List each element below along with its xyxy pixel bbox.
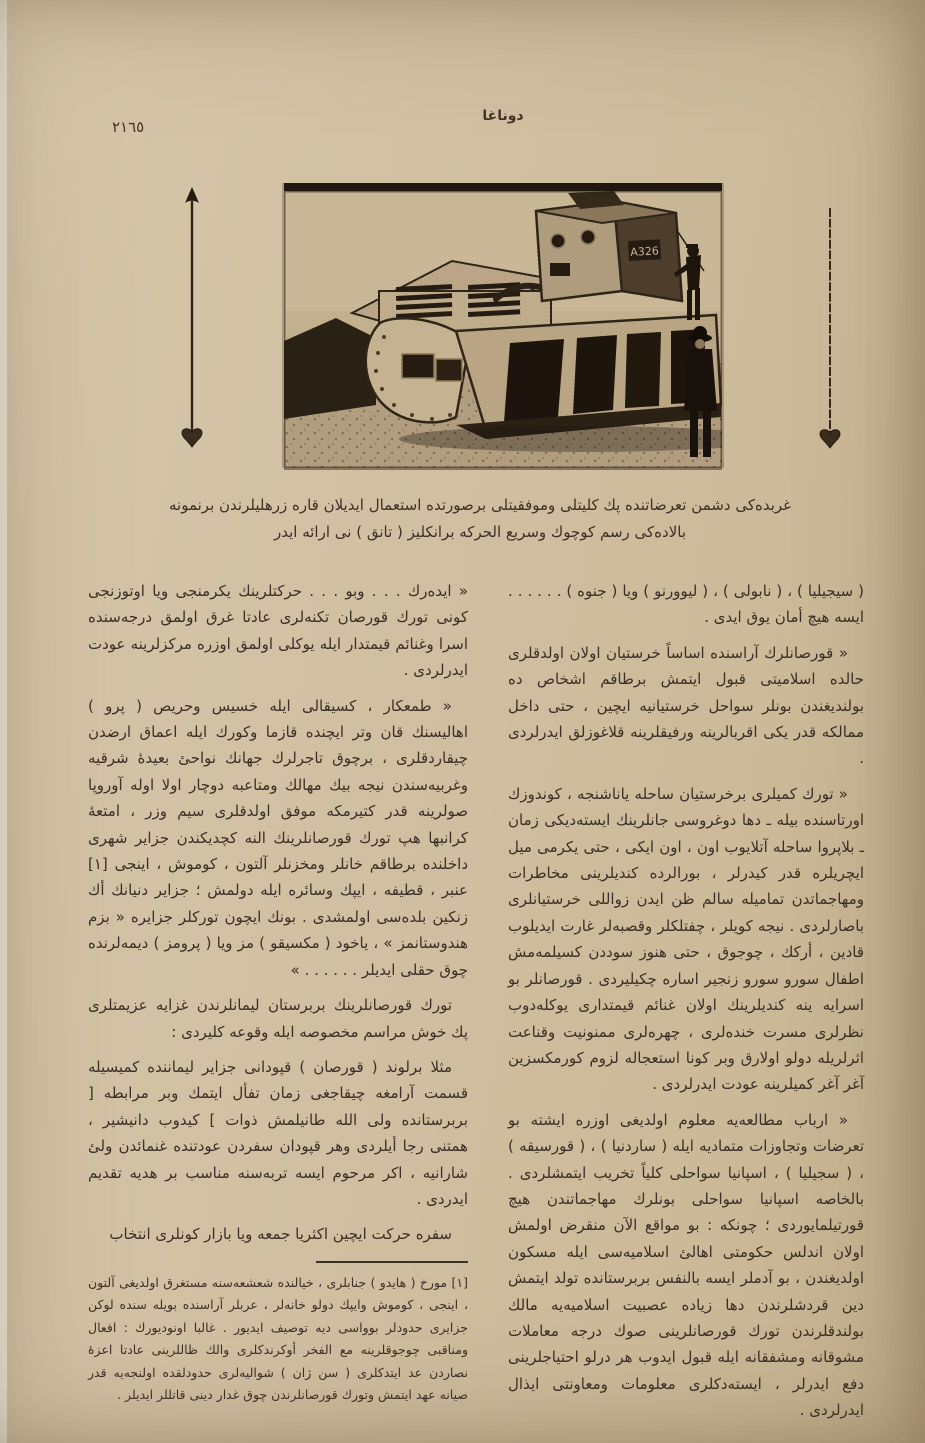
paragraph: « ارباب مطالعه‌يه معلوم اولديغى اوزره ايشته بو تعرضات وتجاوزات متماديه ايله ( ساردنيا ) ، ( قورسيقه ) ، ( سجيليا ) ، اسپانيا سواحلى كلياً تخريب ايتمشلردى . بالخاصه اسپانيا سواحلى بونلرك مهاجماتندن هيچ قورتيلمايوردى ؛ چونكه : بو مواقع الآن منقرض اولمش اولان اندلس حكومتى اهالئ اسلاميه‌سى ايله مسكون اولديغندن ، بو آدملر ايسه بالنفس بربرستانده تولد ايتمش دين قردشلرندن دها زياده عصبيت اسلاميه‌يه مالك بولندقلرندن تورك قورصانلرينى صوك درجه معاملات مشوقانه ومشفقانه ايله قبول ايدوب هر درلو احتياجلرينى دفع ايدرلر ، ايسته‌دكلرى معلومات ومعاونتى ايذال ايدرلردى .: [508, 1110, 864, 1420]
arrow-rule-icon: [178, 185, 206, 457]
footnote-divider: [316, 1261, 468, 1263]
paragraph: « تورك كميلرى برخرستيان ساحله ياناشنجه ، كوندوزك اورتاسنده بيله ـ دها دوغروسى جانلرينك ايسته‌ديكى زمان ـ بلاپروا ساحله آتلايوب اون ، اون ايكى ، حتى يكرمى ميل ايچريلره قدر كيدرلر ، بورالرده كنديلرينى مخاطرات ومهاجماتدن تماميله سالم ظن ايدن زواللى خرستيانلرى باصارلردى . نيجه كويلر ، چفتلكلر وقصبه‌لر غارت ايديلوب قادين ، أركك ، چوجوق ، حتى هنوز سوددن كسيلمه‌مش اطفال سورو سورو زنجير اساره چكيليردى . قورصانلر بو اسرايه ينه كنديلرينك اولان غنائم قيمتدارى يوكله‌دوب نظرلرى مسرت خنده‌لرى ، چهره‌لرى ممنونيت وقناعت اثرلريله دولو اولارق وبر كونا استعجاله لزوم كورمكسزين آغر آغر كميلرينه عودت ايدرلردى .: [508, 784, 864, 1094]
paragraph: ( سيجيليا ) ، ( نابولى ) ، ( ليوورنو ) ويا ( جنوه ) . . . . . . ايسه هيچ أمان يوق ايدى .: [508, 582, 864, 627]
caption-line-1: غربده‌كى دشمن تعرضاتنده پك كليتلى وموفقيتلى برصورتده استعمال ايديلان قاره زرهليلرندن برنمونه: [168, 496, 792, 514]
photo-caption: [150, 492, 810, 546]
caption-line-2: بالاده‌كى رسم كوچوك وسريع الحركه برانكليز ( تانق ) نى ارائه ايدر: [273, 523, 687, 541]
article-body: [88, 578, 864, 1433]
tank-marking: A326: [629, 244, 660, 259]
column-right: [508, 578, 864, 1433]
rule-heart-icon: [816, 206, 844, 458]
paragraph: مثلا برلوند ( قورصان ) قپودانى جزاير ليماننده كميسيله قسمت آرامغه چيقاجغى زمان تفأل ايتمك وبر مرابطه [ بربرستانده ولى الله طانيلمش ذوات ] كيدوب دانيشير ، همتنى رجا أيلردى وهر قپودان سفردن عودتنده غنمائدن ولئ شارانيه ، اكر مرحوم ايسه تربه‌سنه مناسب بر هديه تقديم ايدردى .: [88, 1057, 468, 1208]
journal-title: دوناغا: [482, 108, 524, 124]
paragraph: سفره حركت ايچين اكثريا جمعه ويا بازار كونلرى انتخاب: [109, 1225, 452, 1244]
scan-edge-strip: [0, 0, 7, 1443]
paragraph: « طمعكار ، كسيقالى ايله خسيس وحريص ( پرو ) اهاليسنك قان وتر ايچنده قازما وكورك ايله اعماق ارضدن چيقاردقلرى ، برچوق تاجرلرك جهانك نواحئ بعيدهٔ شرقيه وغربيه‌سندن نيجه بيك مهالك ومتاعبه دوچار اولا اوله آوروپا صولرينه قدر كتيرمكه موفق اولدقلرى سيم وزر ، امتعهٔ كرانبها هپ تورك قورصانلرينك النه كچديكندن جزاير شهرى داخلنده برطاقم خانلر ومخزنلر آلتون ، كوموش ، اينجى [١] عنبر ، قطيفه ، ايپك وسائره ايله دولمش ؛ جزاير دنيانك أك زنكين بلده‌سى اولمشدى . بونك ايچون توركلر جزايره « بزم هندوستانمز » ، ياخود ( مكسيقو ) مز ويا ( پرومز ) ديمه‌لرنده چوق حقلى ايديلر . . . . . . »: [88, 696, 468, 979]
page-number: ٢١٦٥: [112, 118, 145, 136]
tank-photo-illustration: [284, 191, 722, 468]
tank-photograph: [284, 183, 722, 468]
column-left: [88, 578, 468, 1433]
footnote-text: [١] مورخ ( هايدو ) جنابلرى ، خيالنده شعشعه‌سنه مستغرق اولديغى آلتون ، اينجى ، كوموش وايپك دولو خانه‌لر ، عربلر آراسنده بويله سنده لوكن جزايرى حدودلر بوواسى ديه توصيف ايديور . غالبا اونوديورك : افعال ومناقبى چوجوقلرينه مع الفخر أوكرندكلرى والك ظاللرينى عادتا اعزهٔ نصاردن عد ايتدكلرى ( سن ژان ) شواليه‌لرى حدودلقده اولنجه‌يه قدر صيانه عهد ايتمش وتورك قورصانلرندن چوق غدار دينى قاتللر ايديلر .: [88, 1274, 468, 1403]
paragraph: « ايده‌رك . . . وبو . . . حركتلرينك يكرمنجى ويا اوتوزنجى كونى تورك قورصان تكنه‌لرى عادتا غرق اولمق درجه‌سنده اسرا وغنائم قيمتدار ايله يوكلى اولمق اوزره مركزلرينه عودت ايدرلردى .: [88, 582, 468, 680]
paragraph: « قورصانلرك آراسنده اساساً خرستيان اولان اولدقلرى حالده اسلاميتى قبول ايتمش برطاقم اشخاص ده بولنديغندن بونلر سواحل خرستيانيه ايچين ، حتى داخل ممالكه قدر يكى اقربالرينه ورفيقلرينه قلاغوزلق ايدرلردى .: [508, 643, 864, 768]
paragraph: تورك قورصانلرينك بربرستان ليمانلرندن غزايه عزيمتلرى پك خوش مراسم مخصوصه ايله وقوعه كليردى :: [88, 996, 468, 1041]
